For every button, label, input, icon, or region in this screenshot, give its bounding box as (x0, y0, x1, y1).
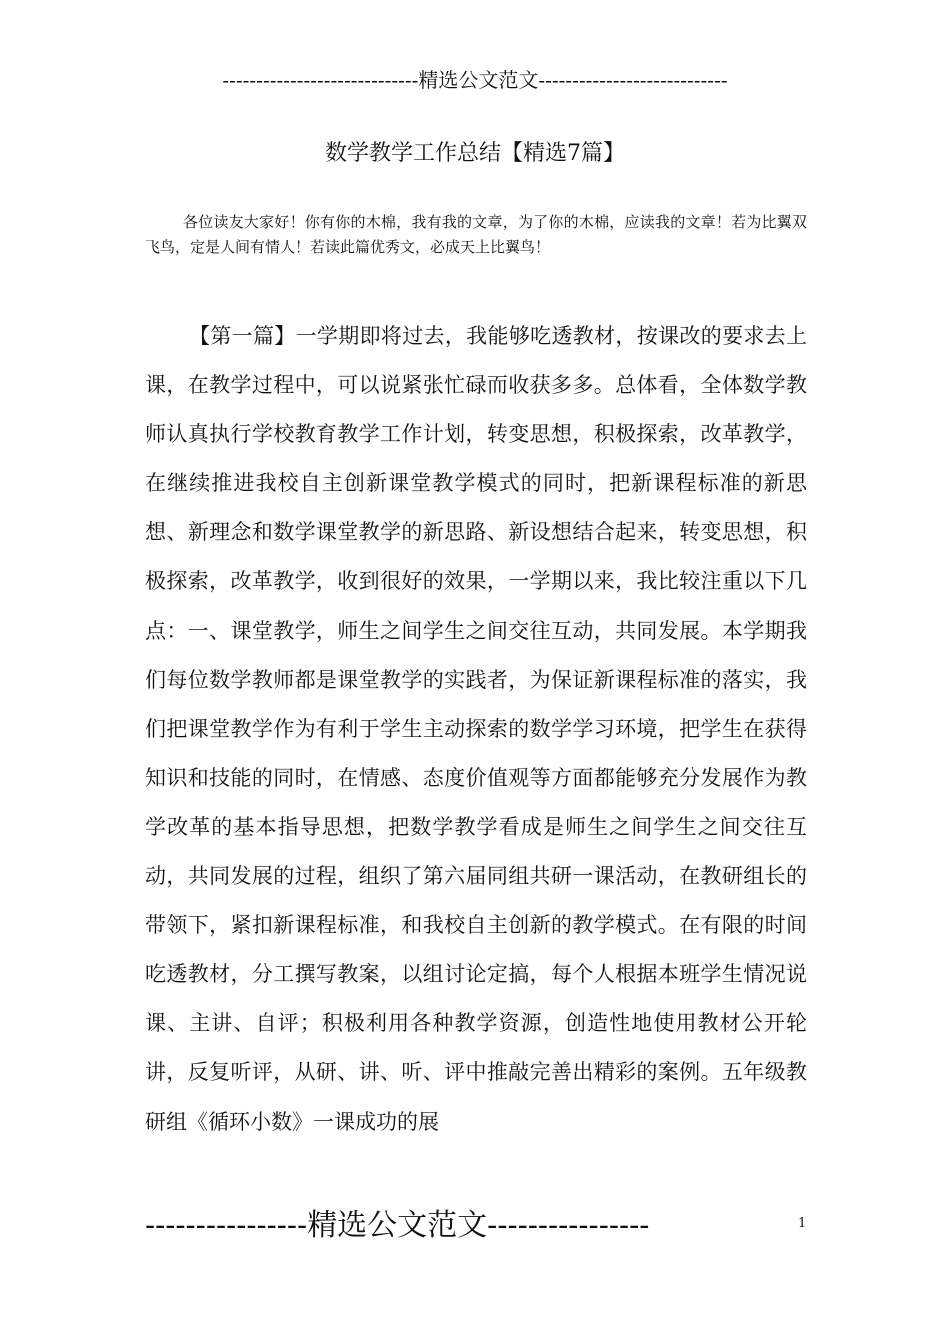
header-banner: -----------------------------精选公文范文---------------------------- (222, 68, 728, 92)
page-number: 1 (798, 1216, 807, 1231)
footer-banner: ----------------精选公文范文---------------- (145, 1208, 650, 1243)
body-paragraph: 【第一篇】一学期即将过去，我能够吃透教材，按课改的要求去上课，在教学过程中，可以说紧张忙碌而收获多多。总体看，全体数学教师认真执行学校教育教学工作计划，转变思想，积极探索，改革教学，在继续推进我校自主创新课堂教学模式的同时，把新课程标准的新思想、新理念和数学课堂教学的新思路、新设想结合起来，转变思想，积极探索，改革教学，收到很好的效果，一学期以来，我比较注重以下几点：一、课堂教学，师生之间学生之间交往互动，共同发展。本学期我们每位数学教师都是课堂教学的实践者，为保证新课程标准的落实，我们把课堂教学作为有利于学生主动探索的数学学习环境，把学生在获得知识和技能的同时，在情感、态度价值观等方面都能够充分发展作为教学改革的基本指导思想，把数学教学看成是师生之间学生之间交往互动，共同发展的过程，组织了第六届同组共研一课活动，在教研组长的带领下，紧扣新课程标准，和我校自主创新的教学模式。在有限的时间吃透教材，分工撰写教案，以组讨论定搞，每个人根据本班学生情况说课、主讲、自评；积极利用各种教学资源，创造性地使用教材公开轮讲，反复听评，从研、讲、听、评中推敲完善出精彩的案例。五年级教研组《循环小数》一课成功的展 (145, 324, 807, 1134)
intro-paragraph: 各位读友大家好！你有你的木棉，我有我的文章，为了你的木棉，应读我的文章！若为比翼双飞鸟，定是人间有情人！若读此篇优秀文，必成天上比翼鸟！ (145, 213, 807, 256)
document-title: 数学教学工作总结【精选7篇】 (325, 141, 625, 166)
